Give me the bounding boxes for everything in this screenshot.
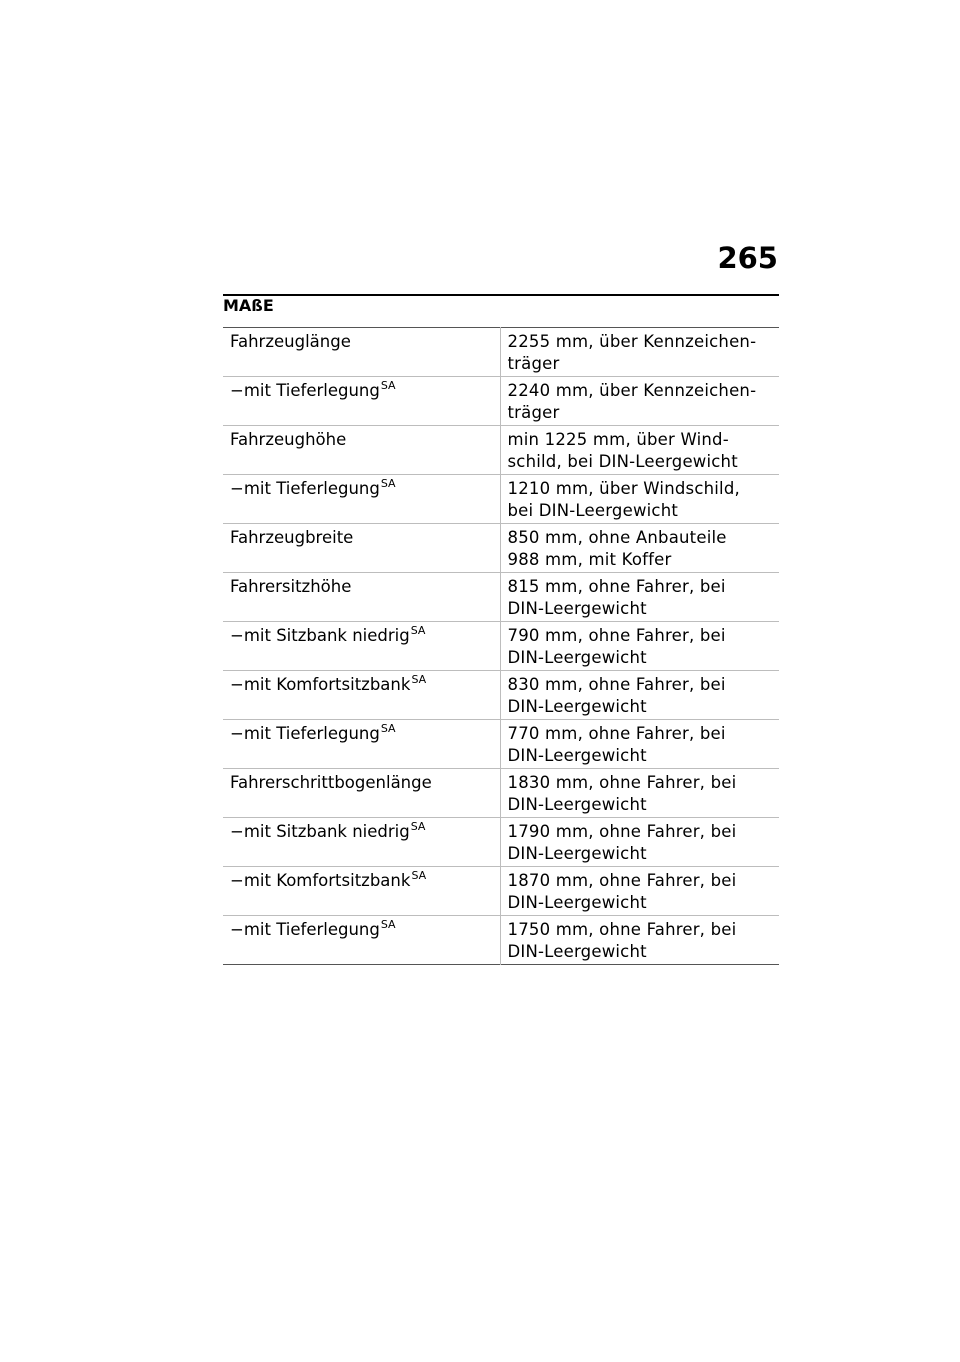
row-value-line: träger (507, 403, 560, 422)
row-label-text: Fahrerschrittbogenlänge (230, 773, 432, 792)
row-label (223, 916, 500, 965)
special-equipment-marker: SA (411, 673, 427, 686)
row-value (500, 720, 779, 769)
row-label-text: −mit Komfortsitzbank (230, 871, 411, 890)
row-value-line: DIN-Leergewicht (507, 746, 647, 765)
row-label-text: Fahrersitzhöhe (230, 577, 352, 596)
row-value-line: 1750 mm, ohne Fahrer, bei (507, 920, 737, 939)
table-row (223, 622, 779, 671)
row-value (500, 377, 779, 426)
special-equipment-marker: SA (380, 918, 396, 931)
row-label-text: −mit Sitzbank niedrig (230, 822, 410, 841)
row-value (500, 475, 779, 524)
row-value (500, 328, 779, 377)
row-value-line: 1210 mm, über Windschild, (507, 479, 740, 498)
row-value (500, 769, 779, 818)
special-equipment-marker: SA (380, 379, 396, 392)
row-value-line: 1870 mm, ohne Fahrer, bei (507, 871, 737, 890)
row-value-line: 1790 mm, ohne Fahrer, bei (507, 822, 737, 841)
row-value (500, 867, 779, 916)
row-value (500, 524, 779, 573)
row-label-text: −mit Tieferlegung (230, 724, 380, 743)
row-value-line: 770 mm, ohne Fahrer, bei (507, 724, 726, 743)
row-value-line: 815 mm, ohne Fahrer, bei (507, 577, 726, 596)
row-value-line: 2255 mm, über Kennzeichen- (507, 332, 757, 351)
special-equipment-marker: SA (410, 624, 426, 637)
table-row (223, 671, 779, 720)
special-equipment-marker: SA (380, 722, 396, 735)
row-value-line: 790 mm, ohne Fahrer, bei (507, 626, 726, 645)
row-value-line: träger (507, 354, 560, 373)
row-value-line: DIN-Leergewicht (507, 648, 647, 667)
table-row (223, 426, 779, 475)
dimensions-table-body (223, 328, 779, 965)
row-label-text: −mit Tieferlegung (230, 479, 380, 498)
section-title: MAßE (223, 296, 274, 315)
special-equipment-marker: SA (380, 477, 396, 490)
row-value (500, 573, 779, 622)
page-number: 265 (717, 241, 778, 275)
row-value-line: 988 mm, mit Koffer (507, 550, 672, 569)
row-label-text: −mit Sitzbank niedrig (230, 626, 410, 645)
special-equipment-marker: SA (411, 869, 427, 882)
row-value (500, 426, 779, 475)
row-value-line: DIN-Leergewicht (507, 795, 647, 814)
row-value (500, 818, 779, 867)
row-label-text: −mit Komfortsitzbank (230, 675, 411, 694)
row-label (223, 377, 500, 426)
table-row (223, 867, 779, 916)
row-value-line: 830 mm, ohne Fahrer, bei (507, 675, 726, 694)
row-value (500, 622, 779, 671)
row-value-line: DIN-Leergewicht (507, 697, 647, 716)
row-value-line: DIN-Leergewicht (507, 599, 647, 618)
row-label (223, 769, 500, 818)
row-label (223, 524, 500, 573)
row-label-text: Fahrzeugbreite (230, 528, 354, 547)
row-label (223, 475, 500, 524)
row-label-text: Fahrzeughöhe (230, 430, 347, 449)
row-value-line: 2240 mm, über Kennzeichen- (507, 381, 757, 400)
row-value (500, 916, 779, 965)
row-value (500, 671, 779, 720)
row-value-line: DIN-Leergewicht (507, 942, 647, 961)
table-row (223, 573, 779, 622)
row-label (223, 818, 500, 867)
table-row (223, 769, 779, 818)
row-label (223, 328, 500, 377)
table-row (223, 475, 779, 524)
row-value-line: DIN-Leergewicht (507, 844, 647, 863)
special-equipment-marker: SA (410, 820, 426, 833)
row-value-line: 850 mm, ohne Anbauteile (507, 528, 727, 547)
row-value-line: 1830 mm, ohne Fahrer, bei (507, 773, 737, 792)
row-value-line: min 1225 mm, über Wind- (507, 430, 729, 449)
row-value-line: bei DIN-Leergewicht (507, 501, 679, 520)
row-label-text: −mit Tieferlegung (230, 920, 380, 939)
row-label (223, 720, 500, 769)
table-row (223, 916, 779, 965)
section-divider (223, 294, 779, 296)
dimensions-table (223, 327, 779, 965)
table-row (223, 328, 779, 377)
table-row (223, 720, 779, 769)
table-row (223, 818, 779, 867)
row-label (223, 426, 500, 475)
row-value-line: DIN-Leergewicht (507, 893, 647, 912)
row-label-text: Fahrzeuglänge (230, 332, 351, 351)
row-label (223, 867, 500, 916)
row-value-line: schild, bei DIN-Leergewicht (507, 452, 738, 471)
row-label (223, 622, 500, 671)
row-label (223, 671, 500, 720)
row-label-text: −mit Tieferlegung (230, 381, 380, 400)
table-row (223, 377, 779, 426)
table-row (223, 524, 779, 573)
row-label (223, 573, 500, 622)
